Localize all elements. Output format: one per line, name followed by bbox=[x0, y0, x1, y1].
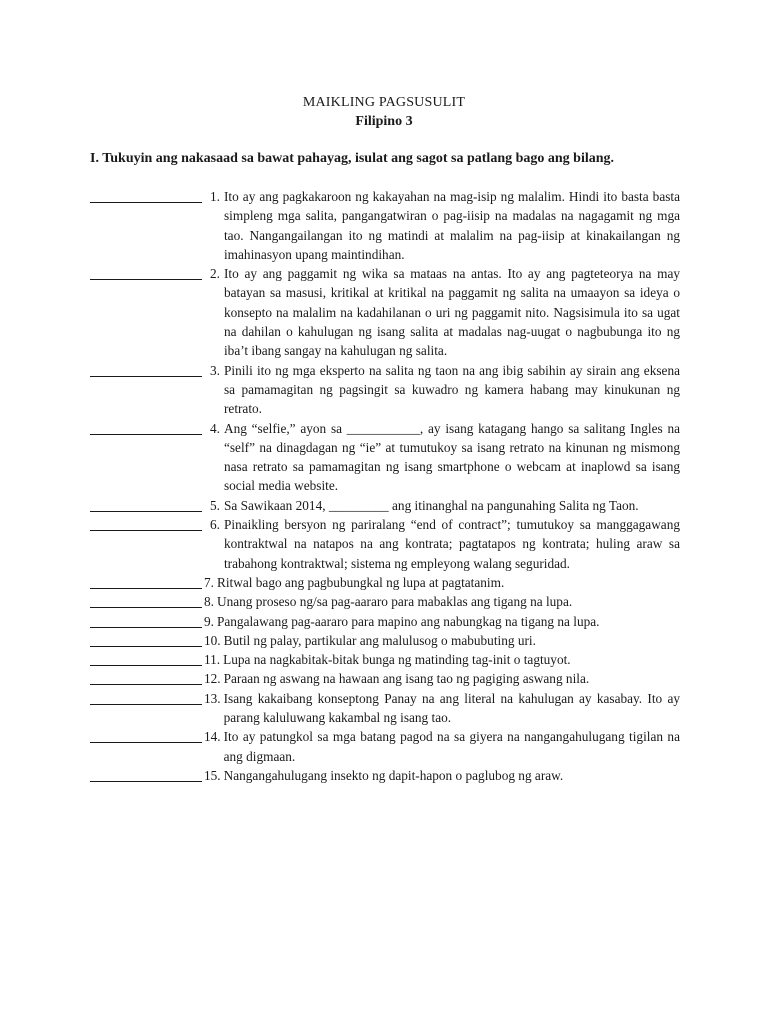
question-item-11 bbox=[90, 650, 680, 669]
question-text: Ito ay patungkol sa mga batang pagod na sa giyera na nangangahulugang tigilan na ang digmaan. bbox=[223, 729, 680, 764]
question-item-13 bbox=[90, 689, 680, 728]
question-item-15 bbox=[90, 766, 680, 785]
question-item-14 bbox=[90, 727, 680, 766]
section-instruction: I. Tukuyin ang nakasaad sa bawat pahayag, isulat ang sagot sa patlang bago ang bilang. bbox=[90, 151, 615, 166]
answer-blank-2[interactable] bbox=[90, 264, 202, 280]
question-number: 11. bbox=[204, 652, 221, 668]
question-text: Ito ay ang paggamit ng wika sa mataas na antas. Ito ay ang pagteteorya na may batayan sa masusi, kritikal at kritikal na paggamit ng salita na umaayon sa ideya o konsepto na malalim na kadahilanan o uri ng paggamit nito. Nagsisimula ito sa ugat na dahilan o kahulugan ng isang salita at madalas nag-uugat o nagbubunga ito ng iba’t ibang sangay na kahulugan ng salita. bbox=[223, 266, 680, 359]
answer-blank-12[interactable] bbox=[90, 669, 202, 685]
question-number: 6. bbox=[210, 517, 220, 533]
answer-blank-1[interactable] bbox=[90, 187, 202, 203]
question-number: 8. bbox=[204, 594, 214, 610]
question-text: Pinaikling bersyon ng pariralang “end of contract”; tumutukoy sa manggagawang kontraktwal na natapos na ang kontrata; pagtatapos ng kontrata; huling araw sa trabahong kontraktwal; sistema ng empleyong walang seguridad. bbox=[223, 517, 680, 571]
page-subtitle: Filipino 3 bbox=[355, 114, 413, 129]
question-text: Lupa na nagkabitak-bitak bunga ng matinding tag-init o tagtuyot. bbox=[223, 652, 571, 668]
question-number: 15. bbox=[204, 767, 221, 783]
question-number: 14. bbox=[204, 729, 221, 745]
question-number: 4. bbox=[210, 420, 220, 436]
question-number: 5. bbox=[210, 497, 220, 513]
answer-blank-4[interactable] bbox=[90, 419, 202, 435]
page-title: MAIKLING PAGSUSULIT bbox=[302, 95, 466, 110]
question-item-4 bbox=[90, 419, 680, 496]
answer-blank-13[interactable] bbox=[90, 689, 202, 705]
question-item-2 bbox=[90, 264, 680, 360]
question-number: 12. bbox=[204, 671, 221, 687]
answer-blank-8[interactable] bbox=[90, 592, 202, 608]
question-item-10 bbox=[90, 631, 680, 650]
question-item-3 bbox=[90, 361, 680, 419]
question-item-6 bbox=[90, 515, 680, 573]
question-item-7 bbox=[90, 573, 680, 592]
question-number: 10. bbox=[204, 632, 221, 648]
answer-blank-9[interactable] bbox=[90, 612, 202, 628]
answer-blank-14[interactable] bbox=[90, 727, 202, 743]
question-number: 7. bbox=[204, 574, 214, 590]
question-text: Butil ng palay, partikular ang malulusog o mabubuting uri. bbox=[223, 632, 536, 648]
answer-blank-3[interactable] bbox=[90, 361, 202, 377]
answer-blank-11[interactable] bbox=[90, 650, 202, 666]
answer-blank-6[interactable] bbox=[90, 515, 202, 531]
question-item-5 bbox=[90, 496, 680, 515]
question-item-9 bbox=[90, 612, 680, 631]
question-text: Pangalawang pag-aararo para mapino ang nabungkag na tigang na lupa. bbox=[216, 613, 600, 629]
question-number: 9. bbox=[204, 613, 214, 629]
question-text: Isang kakaibang konseptong Panay na ang literal na kahulugan ay kasabay. Ito ay parang kaluluwang kakambal ng isang tao. bbox=[223, 690, 680, 726]
question-text: Sa Sawikaan 2014, _________ ang itinanghal na pangunahing Salita ng Taon. bbox=[223, 497, 639, 513]
question-number: 1. bbox=[210, 189, 220, 204]
answer-blank-10[interactable] bbox=[90, 631, 202, 647]
question-item-1 bbox=[90, 187, 680, 264]
answer-blank-15[interactable] bbox=[90, 766, 202, 782]
question-text: Pinili ito ng mga eksperto na salita ng taon na ang ibig sabihin ay sirain ang eksena sa pamamagitan ng pagsingit sa kuwadro ng kamera habang may kinukunan ng retrato. bbox=[223, 362, 680, 417]
question-text: Unang proseso ng/sa pag-aararo para mabaklas ang tigang na lupa. bbox=[216, 594, 573, 610]
question-text: Ito ay ang pagkakaroon ng kakayahan na mag-isip ng malalim. Hindi ito basta basta simpleng mga salita, pangangatwiran o pag-iisip na madalas na nagagamit ng mga tao. Nangangailangan ito ng matindi at malalim na pag-iisip at kinakailangan ng imahinasyon upang maintindihan. bbox=[223, 189, 680, 262]
question-item-8 bbox=[90, 592, 680, 611]
question-item-12 bbox=[90, 669, 680, 688]
question-text: Ritwal bago ang pagbubungkal ng lupa at pagtatanim. bbox=[216, 574, 505, 590]
question-number: 3. bbox=[210, 362, 220, 378]
question-list bbox=[90, 187, 680, 785]
question-number: 13. bbox=[204, 690, 221, 706]
question-text: Ang “selfie,” ayon sa ___________, ay isang katagang hango sa salitang Ingles na “self” na dinagdagan ng “ie” at tumutukoy sa isang retrato na kinunan ng mismong nasa retrato sa pamamagitan ng isang smartphone o webcam at inaplowd sa isang social media website. bbox=[223, 420, 680, 494]
answer-blank-5[interactable] bbox=[90, 496, 202, 512]
question-text: Nangangahulugang insekto ng dapit-hapon o paglubog ng araw. bbox=[223, 767, 564, 783]
answer-blank-7[interactable] bbox=[90, 573, 202, 589]
question-text: Paraan ng aswang na hawaan ang isang tao ng pagiging aswang nila. bbox=[223, 671, 590, 687]
question-number: 2. bbox=[210, 266, 220, 282]
